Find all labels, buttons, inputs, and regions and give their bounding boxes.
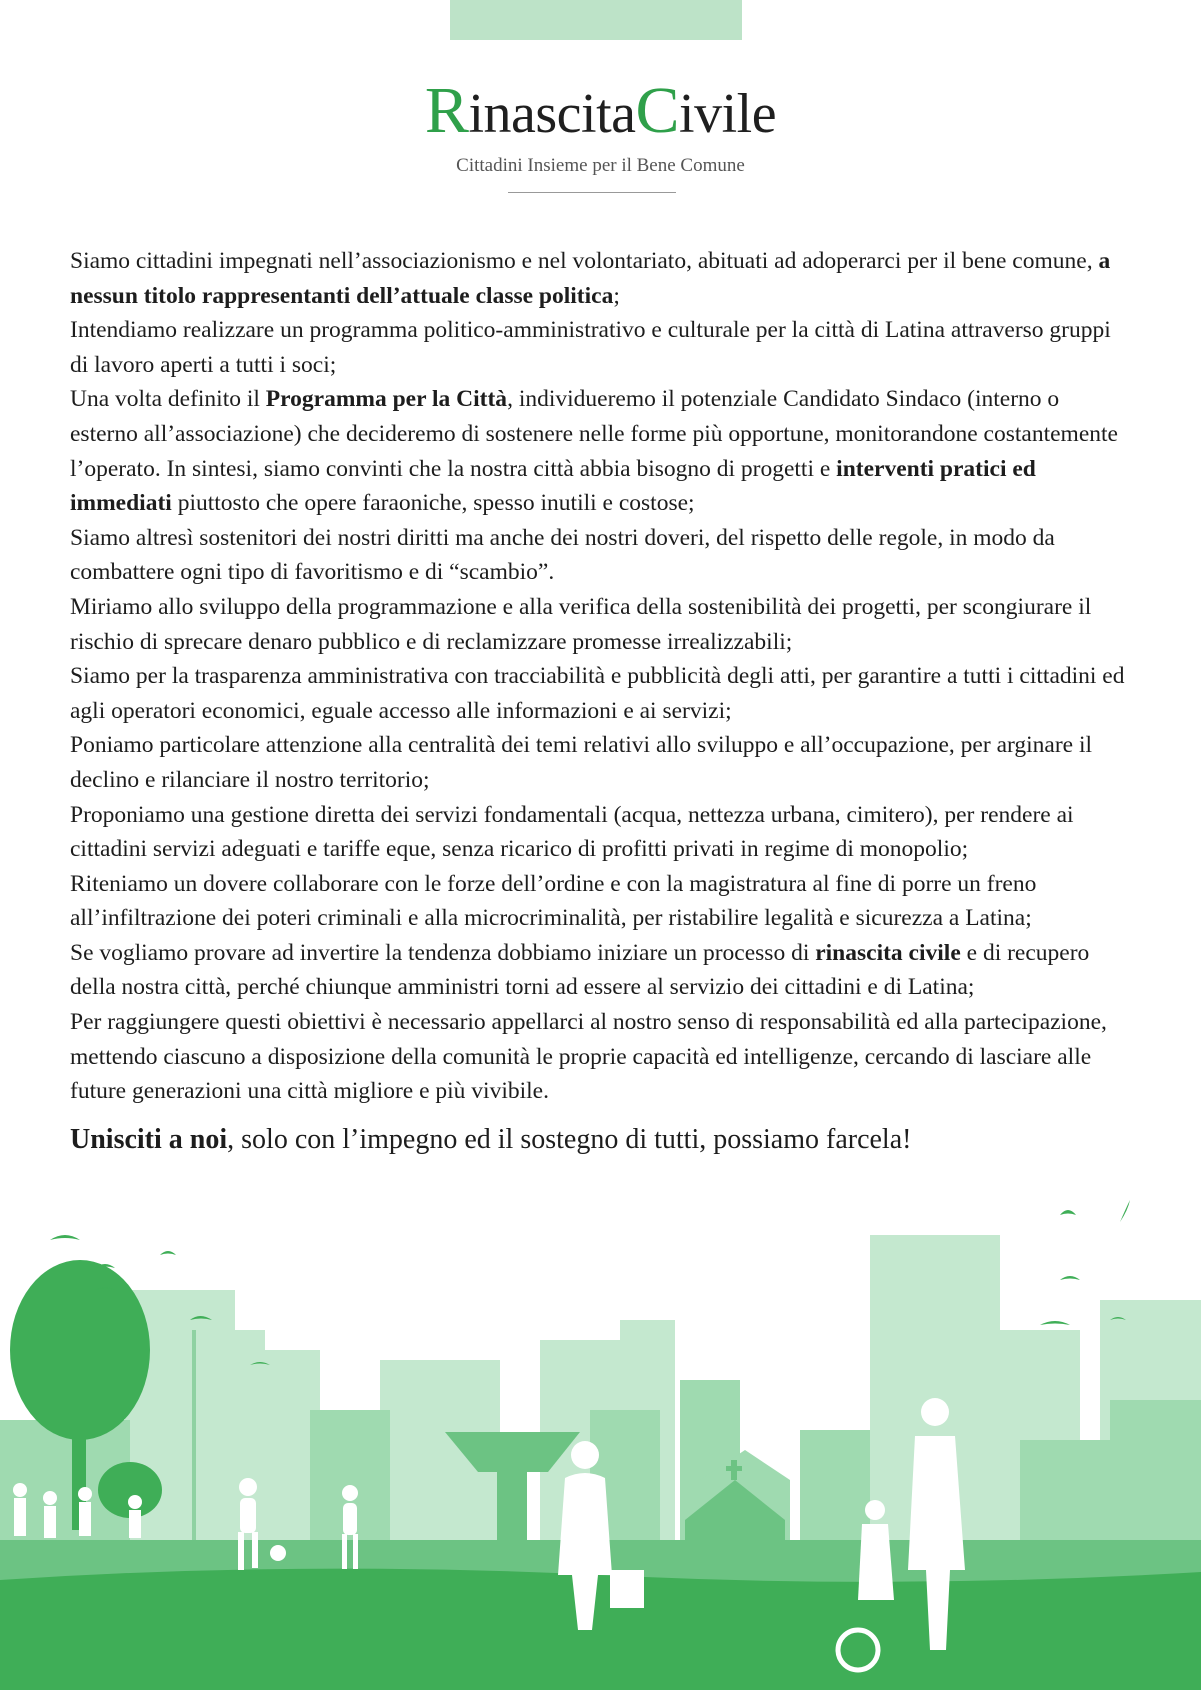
manifesto-paragraph <box>70 382 1130 520</box>
logo-cap-c: C <box>635 74 680 147</box>
text-run: Poniamo particolare attenzione alla centralità dei temi relativi allo sviluppo e all’occupazione, per arginare il declino e rilanciare il nostro territorio; <box>70 732 1093 793</box>
bold-phrase: Programma per la Città <box>265 386 508 413</box>
city-park-illustration <box>0 1180 1201 1690</box>
text-run: Intendiamo realizzare un programma politico-amministrativo e culturale per la città di Latina attraverso gruppi di lavoro aperti a tutti i soci; <box>70 317 1111 378</box>
text-run: piuttosto che opere faraoniche, spesso inutili e costose; <box>171 490 695 517</box>
header-divider <box>508 192 676 193</box>
tagline: Cittadini Insieme per il Bene Comune <box>456 155 745 176</box>
text-run: Una volta definito il <box>70 386 266 413</box>
text-run: Miriamo allo sviluppo della programmazione e alla verifica della sostenibilità dei progetti, per scongiurare il rischio di sprecare denaro pubblico e di reclamizzare promesse irrealizzabili; <box>70 593 1092 655</box>
text-run: Siamo per la trasparenza amministrativa con tracciabilità e pubblicità degli atti, per garantire a tutti i cittadini ed agli operatori economici, eguale accesso alle informazioni e ai servizi; <box>70 663 1125 724</box>
text-run: Per raggiungere questi obiettivi è necessario appellarci al nostro senso di responsabilità ed alla partecipazione, mettendo ciascuno a disposizione della comunità le proprie capacità ed intelligenze, cercando di lasciare alle future generazioni una città migliore e più vivibile. <box>70 1009 1107 1105</box>
manifesto-paragraph <box>70 244 1130 313</box>
text-run: Se vogliamo provare ad invertire la tendenza dobbiamo iniziare un processo di <box>70 939 816 966</box>
manifesto-paragraph <box>70 521 1130 590</box>
top-color-tab <box>450 0 742 40</box>
closing-line <box>70 1122 1130 1158</box>
manifesto-paragraph <box>70 313 1130 382</box>
logo-cap-r: R <box>424 74 469 147</box>
bold-phrase: interventi pratici ed immediati <box>70 455 1036 517</box>
text-run: ; <box>613 282 620 309</box>
manifesto-paragraph <box>70 590 1130 659</box>
text-run: Siamo altresì sostenitori dei nostri diritti ma anche dei nostri doveri, del rispetto delle regole, in modo da combattere ogni tipo di favoritismo e di “scambio”. <box>70 524 1055 586</box>
closing-rest: , solo con l’impegno ed il sostegno di tutti, possiamo farcela! <box>227 1124 912 1155</box>
closing-bold: Unisciti a noi <box>70 1124 228 1155</box>
manifesto-paragraph <box>70 728 1130 797</box>
text-run: Proponiamo una gestione diretta dei servizi fondamentali (acqua, nettezza urbana, cimitero), per rendere ai cittadini servizi adeguati e tariffe eque, senza ricarico di profitti privati in regime di monopolio; <box>70 801 1074 863</box>
bold-phrase: rinascita civile <box>815 939 961 966</box>
lamp-post <box>192 1330 196 1540</box>
text-run: e di recupero della nostra città, perché chiunque amministri torni ad essere al servizio dei cittadini e di Latina; <box>70 939 1090 1001</box>
text-run: , individueremo il potenziale Candidato Sindaco (interno o esterno all’associazione) che decideremo di sostenere nelle forme più opportune, monitorandone costantemente l’operato. In sintesi, siamo convinti che la nostra città abbia bisogno di progetti e <box>70 386 1118 482</box>
manifesto-paragraph <box>70 798 1130 867</box>
logo <box>0 74 1201 147</box>
manifesto-text <box>70 244 1130 1109</box>
manifesto-paragraph <box>70 1005 1130 1109</box>
bold-phrase: a nessun titolo rappresentanti dell’attuale classe politica <box>70 248 1111 309</box>
manifesto-paragraph <box>70 659 1130 728</box>
manifesto-paragraph <box>70 867 1130 936</box>
grass <box>0 1569 1201 1690</box>
text-run: Siamo cittadini impegnati nell’associazionismo e nel volontariato, abituati ad adoperarci per il bene comune, <box>70 248 1099 274</box>
logo-word-1: inascita <box>468 83 636 145</box>
text-run: Riteniamo un dovere collaborare con le forze dell’ordine e con la magistratura al fine di porre un freno all’infiltrazione dei poteri criminali e alla microcriminalità, per ristabilire legalità e sicurezza a Latina; <box>70 870 1037 932</box>
manifesto-paragraph <box>70 936 1130 1005</box>
logo-word-2: ivile <box>679 83 777 145</box>
